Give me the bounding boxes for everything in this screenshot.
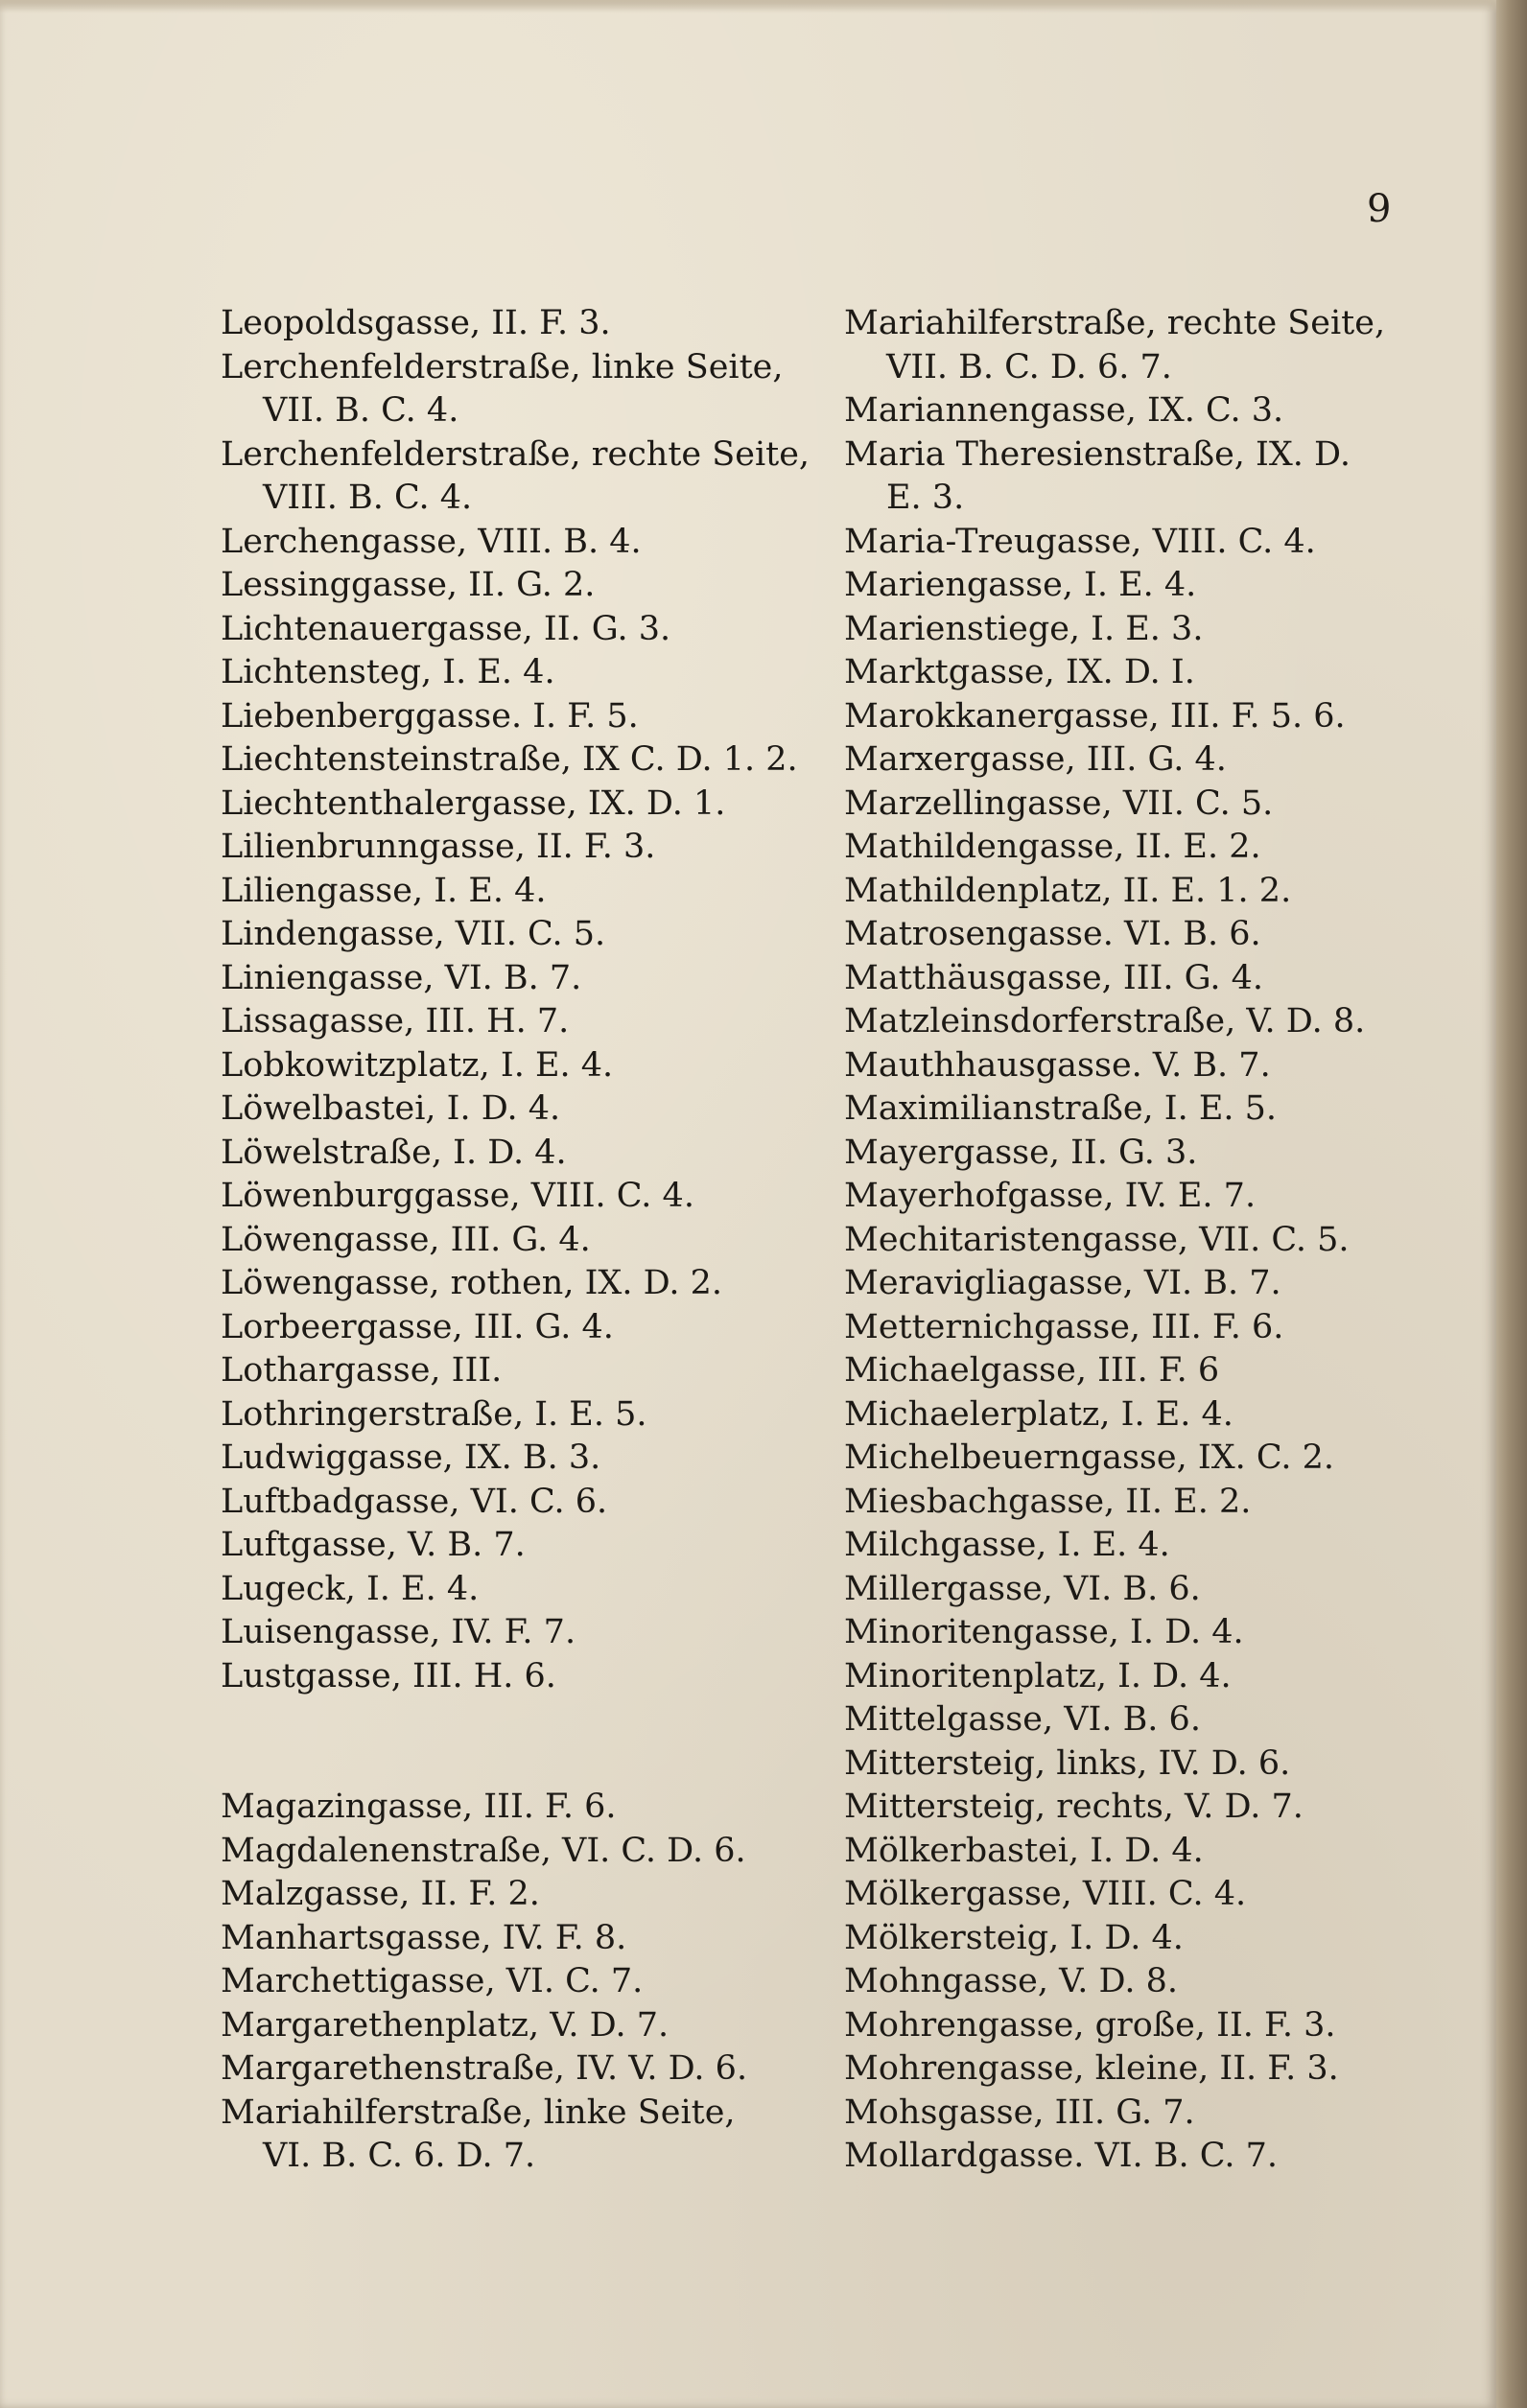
index-entry: Luisengasse, IV. F. 7.: [221, 1613, 576, 1651]
right-column: [844, 302, 1420, 2179]
index-entry: Löwelbastei, I. D. 4.: [221, 1089, 561, 1128]
index-entry: Mariahilferstraße, rechte Seite,: [844, 304, 1386, 342]
index-entry: Magdalenenstraße, VI. C. D. 6.: [221, 1831, 746, 1870]
index-entry: Löwelstraße, I. D. 4.: [221, 1133, 567, 1172]
index-entry: Mohsgasse, III. G. 7.: [844, 2092, 1195, 2132]
index-entry: Minoritenplatz, I. D. 4.: [844, 1656, 1232, 1695]
index-entry: Mollardgasse. VI. B. C. 7.: [844, 2137, 1278, 2175]
index-entry: Liechtenthalergasse, IX. D. 1.: [221, 783, 726, 823]
index-entry: Mittelgasse, VI. B. 6.: [844, 1700, 1201, 1739]
index-entry: Lichtenauergasse, II. G. 3.: [221, 609, 671, 648]
index-entry: Ludwiggasse, IX. B. 3.: [221, 1438, 601, 1477]
index-entry: Mittersteig, rechts, V. D. 7.: [844, 1788, 1304, 1826]
index-entry-continuation: E. 3.: [886, 479, 965, 517]
index-entry: Mauthhausgasse. V. B. 7.: [844, 1045, 1271, 1085]
index-entry: Mathildenplatz, II. E. 1. 2.: [844, 871, 1292, 910]
index-entry: Maria-Treugasse, VIII. C. 4.: [844, 522, 1316, 561]
index-entry-continuation: VIII. B. C. 4.: [263, 479, 473, 517]
index-entry: Mayergasse, II. G. 3.: [844, 1133, 1198, 1172]
left-column: [221, 302, 810, 2179]
index-entry: Marzellingasse, VII. C. 5.: [844, 783, 1274, 823]
index-entry: Lorbeergasse, III. G. 4.: [221, 1307, 614, 1346]
index-entry: Lilienbrunngasse, II. F. 3.: [221, 828, 656, 866]
index-entry: Luftbadgasse, VI. C. 6.: [221, 1482, 608, 1521]
section-gap: [221, 1698, 796, 1786]
index-entry: Manhartsgasse, IV. F. 8.: [221, 1918, 627, 1957]
index-entry: Liebenberggasse. I. F. 5.: [221, 696, 639, 736]
index-entry: Mechitaristengasse, VII. C. 5.: [844, 1220, 1350, 1259]
index-entry: Maria Theresienstraße, IX. D.: [844, 434, 1351, 474]
index-entry: Metternichgasse, III. F. 6.: [844, 1307, 1284, 1346]
index-entry-continuation: VII. B. C. D. 6. 7.: [886, 347, 1172, 386]
index-entry: Löwenburggasse, VIII. C. 4.: [221, 1177, 694, 1215]
index-entry: Mölkergasse, VIII. C. 4.: [844, 1875, 1247, 1913]
index-entry: Maximilianstraße, I. E. 5.: [844, 1089, 1278, 1128]
index-entry: Matrosengasse. VI. B. 6.: [844, 915, 1261, 953]
index-entry: Luftgasse, V. B. 7.: [221, 1526, 526, 1564]
index-entry: Michelbeuerngasse, IX. C. 2.: [844, 1438, 1335, 1477]
index-entry: Malzgasse, II. F. 2.: [221, 1875, 540, 1913]
index-entry: Leopoldsgasse, II. F. 3.: [221, 304, 611, 342]
index-entry: Lothargasse, III.: [221, 1351, 503, 1390]
index-entry: Mittersteig, links, IV. D. 6.: [844, 1743, 1291, 1783]
index-entry-continuation: VII. B. C. 4.: [263, 391, 459, 430]
street-group-m-continued: [844, 302, 1420, 2179]
index-entry: Mohrengasse, große, II. F. 3.: [844, 2005, 1336, 2045]
index-entry: Marchettigasse, VI. C. 7.: [221, 1962, 644, 2000]
index-entry: Liniengasse, VI. B. 7.: [221, 958, 582, 997]
index-entry: Löwengasse, III. G. 4.: [221, 1220, 591, 1259]
index-entry: Mayerhofgasse, IV. E. 7.: [844, 1177, 1257, 1215]
street-group-l: [221, 302, 810, 1698]
page-top-edge: [0, 0, 1496, 13]
index-entry: Miesbachgasse, II. E. 2.: [844, 1482, 1252, 1521]
index-entry: Millergasse, VI. B. 6.: [844, 1569, 1201, 1608]
index-entry: Lugeck, I. E. 4.: [221, 1569, 480, 1608]
index-entry: Lindengasse, VII. C. 5.: [221, 915, 606, 953]
index-entry: Magazingasse, III. F. 6.: [221, 1788, 617, 1826]
index-entry: Lerchenfelderstraße, rechte Seite,: [221, 434, 810, 474]
index-entry: Margarethenplatz, V. D. 7.: [221, 2005, 670, 2045]
index-entry: Milchgasse, I. E. 4.: [844, 1526, 1170, 1564]
index-entry: Liechtensteinstraße, IX C. D. 1. 2.: [221, 740, 798, 779]
index-entry: Marokkanergasse, III. F. 5. 6.: [844, 696, 1346, 736]
index-entry: Mariahilferstraße, linke Seite,: [221, 2092, 736, 2132]
street-group-m: [221, 1786, 796, 2179]
page-number: 9: [1367, 187, 1392, 231]
index-entry: Lerchengasse, VIII. B. 4.: [221, 522, 642, 561]
index-entry: Margarethenstraße, IV. V. D. 6.: [221, 2049, 748, 2088]
index-entry: Lothringerstraße, I. E. 5.: [221, 1394, 647, 1434]
index-entry: Mölkersteig, I. D. 4.: [844, 1918, 1184, 1957]
index-entry: Meravigliagasse, VI. B. 7.: [844, 1264, 1281, 1302]
index-entry: Marktgasse, IX. D. I.: [844, 653, 1195, 691]
index-entry: Lobkowitzplatz, I. E. 4.: [221, 1045, 614, 1085]
index-entry: Michaelerplatz, I. E. 4.: [844, 1394, 1233, 1434]
index-entry: Mohrengasse, kleine, II. F. 3.: [844, 2049, 1339, 2088]
index-entry: Lissagasse, III. H. 7.: [221, 1002, 570, 1040]
index-entry: Michaelgasse, III. F. 6: [844, 1351, 1220, 1390]
index-entry: Löwengasse, rothen, IX. D. 2.: [221, 1264, 723, 1302]
page-edge: [1496, 0, 1527, 2408]
index-entry: Liliengasse, I. E. 4.: [221, 871, 547, 910]
index-entry: Mariannengasse, IX. C. 3.: [844, 391, 1284, 430]
index-entry: Marxergasse, III. G. 4.: [844, 740, 1227, 779]
index-entry: Mathildengasse, II. E. 2.: [844, 828, 1261, 866]
index-entry: Lichtensteg, I. E. 4.: [221, 653, 555, 691]
index-entry: Matthäusgasse, III. G. 4.: [844, 958, 1263, 997]
index-entry: Mölkerbastei, I. D. 4.: [844, 1831, 1204, 1870]
index-entry: Lessinggasse, II. G. 2.: [221, 566, 596, 604]
index-entry-continuation: VI. B. C. 6. D. 7.: [263, 2137, 536, 2175]
index-entry: Lerchenfelderstraße, linke Seite,: [221, 347, 784, 386]
index-entry: Mohngasse, V. D. 8.: [844, 1962, 1179, 2000]
index-entry: Mariengasse, I. E. 4.: [844, 566, 1197, 604]
index-entry: Matzleinsdorferstraße, V. D. 8.: [844, 1002, 1366, 1040]
index-entry: Minoritengasse, I. D. 4.: [844, 1613, 1244, 1651]
index-entry: Lustgasse, III. H. 6.: [221, 1656, 556, 1695]
index-entry: Marienstiege, I. E. 3.: [844, 609, 1204, 648]
